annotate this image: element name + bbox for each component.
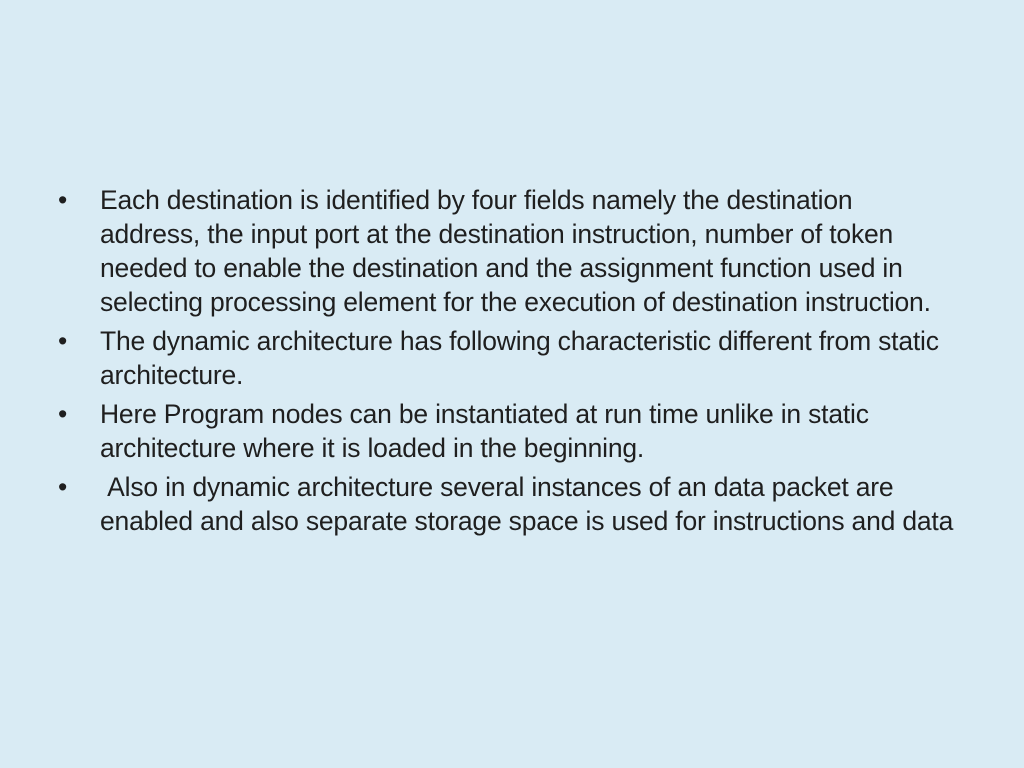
bullet-icon: •: [58, 399, 68, 429]
bullet-item-4: [58, 470, 958, 538]
bullet-text: Each destination is identified by four fields namely the destination address, the input port at the destination instruction, number of token needed to enable the destination and the assignment function used in selecting processing element for the execution of destination instruction.: [100, 185, 931, 317]
bullet-text: Here Program nodes can be instantiated at run time unlike in static architecture where it is loaded in the beginning.: [100, 399, 876, 463]
bullet-icon: •: [58, 472, 68, 502]
bullet-text: Also in dynamic architecture several instances of an data packet are enabled and also separate storage space is used for instructions and data: [100, 472, 954, 536]
bullet-text: The dynamic architecture has following characteristic different from static architecture.: [100, 326, 946, 390]
bullet-item-2: [58, 324, 958, 392]
bullet-icon: •: [58, 185, 68, 215]
bullet-icon: •: [58, 326, 68, 356]
bullet-list: [58, 183, 958, 543]
bullet-item-3: [58, 397, 958, 465]
bullet-item-1: [58, 183, 958, 319]
